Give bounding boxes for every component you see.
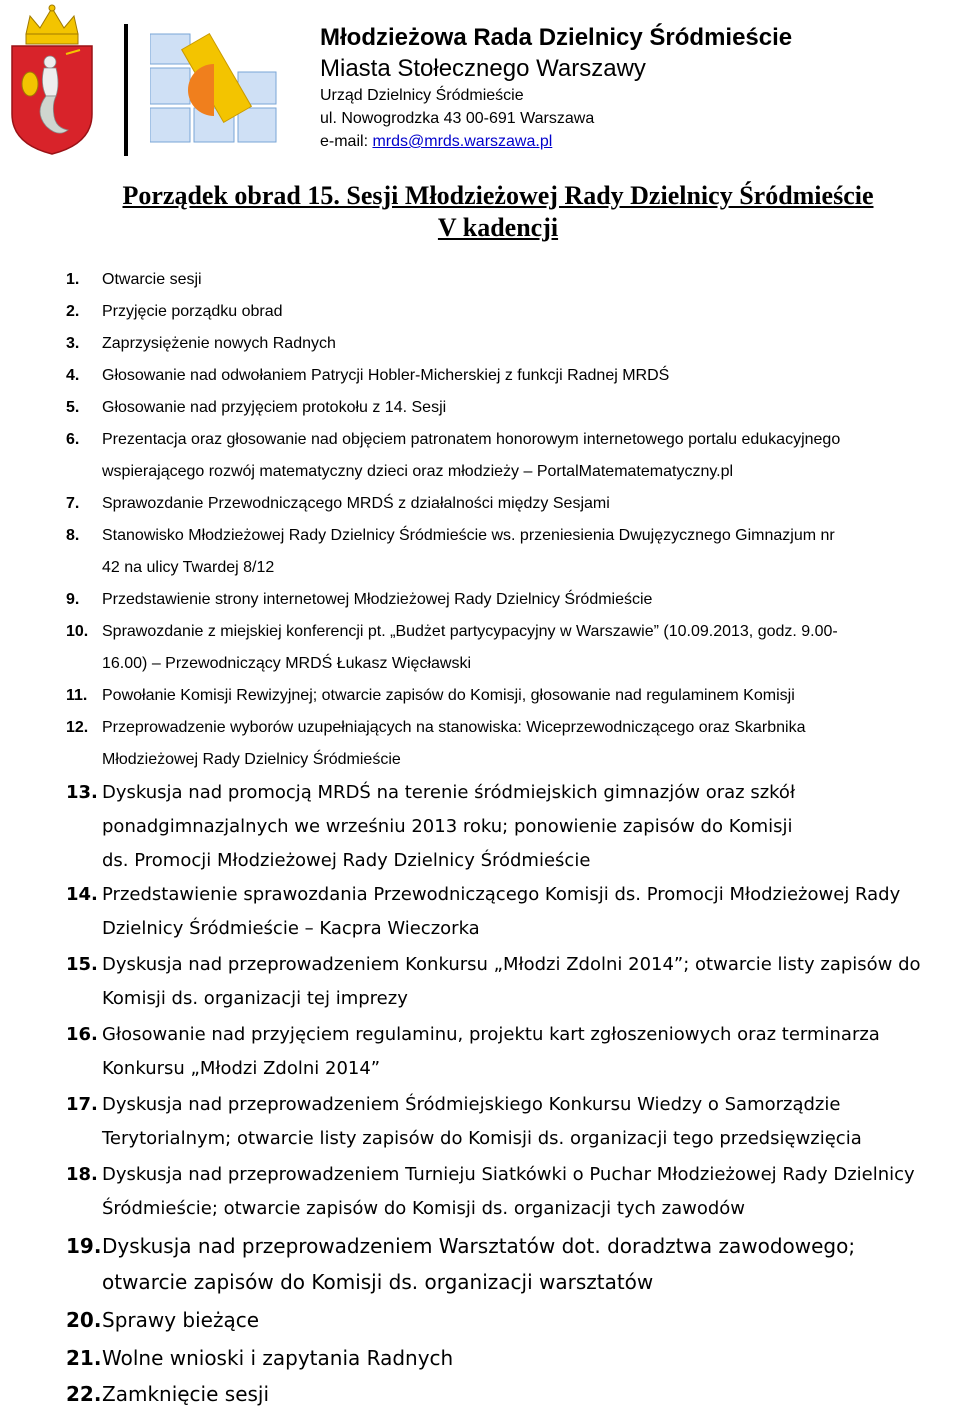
- agenda-item-text: Dyskusja nad przeprowadzeniem Śródmiejskiego Konkursu Wiedzy o Samorządzie: [102, 1094, 841, 1115]
- agenda-item-text: Prezentacja oraz głosowanie nad objęciem patronatem honorowym internetowego portalu edukacyjnego: [102, 431, 841, 448]
- agenda-item-text: Śródmieście; otwarcie zapisów do Komisji ds. organizacji tych zawodów: [102, 1198, 746, 1219]
- email-link[interactable]: mrds@mrds.warszawa.pl: [372, 133, 553, 150]
- agenda-item-number: 9.: [66, 591, 80, 608]
- agenda-item-text: Sprawozdanie z miejskiej konferencji pt. „Budżet partycypacyjny w Warszawie” (10.09.2013, godz. 9.00-: [102, 623, 838, 640]
- agenda-item-text: Otwarcie sesji: [102, 271, 202, 288]
- agenda-item-number: 17.: [66, 1094, 98, 1115]
- agenda-item-text: Przyjęcie porządku obrad: [102, 303, 283, 320]
- org-city: Miasta Stołecznego Warszawy: [320, 55, 646, 82]
- agenda-item-text: Zamknięcie sesji: [102, 1382, 270, 1406]
- agenda-item-number: 12.: [66, 719, 89, 736]
- agenda-item-text: otwarcie zapisów do Komisji ds. organizacji warsztatów: [102, 1270, 654, 1294]
- agenda-item-text: Przedstawienie sprawozdania Przewodniczącego Komisji ds. Promocji Młodzieżowej Rady: [102, 884, 901, 905]
- agenda-item-text: 16.00) – Przewodniczący MRDŚ Łukasz Więcławski: [102, 655, 472, 672]
- agenda-item-number: 5.: [66, 399, 80, 416]
- agenda-item-text: Terytorialnym; otwarcie listy zapisów do Komisji ds. organizacji tego przedsięwzięcia: [102, 1128, 862, 1149]
- agenda-item-text: Sprawy bieżące: [102, 1308, 260, 1332]
- agenda-item-number: 2.: [66, 303, 80, 320]
- agenda-item-text: Głosowanie nad odwołaniem Patrycji Hobler-Micherskiej z funkcji Radnej MRDŚ: [102, 367, 670, 384]
- agenda-item-text: Dyskusja nad przeprowadzeniem Warsztatów dot. doradztwa zawodowego;: [102, 1234, 856, 1258]
- agenda-item-text: Stanowisko Młodzieżowej Rady Dzielnicy Śródmieście ws. przeniesienia Dwujęzycznego Gimnazjum nr: [102, 527, 835, 544]
- agenda-item-text: Konkursu „Młodzi Zdolni 2014”: [102, 1058, 381, 1079]
- agenda-item-number: 20.: [66, 1308, 102, 1332]
- agenda-item-number: 11.: [66, 687, 88, 704]
- office-address: ul. Nowogrodzka 43 00-691 Warszawa: [320, 110, 595, 127]
- agenda-item-text: Przedstawienie strony internetowej Młodzieżowej Rady Dzielnicy Śródmieście: [102, 591, 653, 608]
- agenda-item-number: 22.: [66, 1382, 102, 1406]
- office-name: Urząd Dzielnicy Śródmieście: [320, 87, 524, 104]
- email-label: e-mail:: [320, 133, 373, 150]
- agenda-item-text: Zaprzysiężenie nowych Radnych: [102, 335, 336, 352]
- agenda-item-text: Dzielnicy Śródmieście – Kacpra Wieczorka: [102, 918, 480, 939]
- agenda-item-text: Dyskusja nad promocją MRDŚ na terenie śródmiejskich gimnazjów oraz szkół: [102, 782, 796, 803]
- title-line-2: V kadencji: [437, 213, 559, 242]
- agenda-item-number: 21.: [66, 1346, 102, 1370]
- agenda-item-number: 1.: [66, 271, 80, 288]
- agenda-item-number: 15.: [66, 954, 98, 975]
- agenda-item-text: ds. Promocji Młodzieżowej Rady Dzielnicy Śródmieście: [102, 850, 591, 871]
- agenda-item-number: 18.: [66, 1164, 98, 1185]
- agenda-item-text: Przeprowadzenie wyborów uzupełniających na stanowiska: Wiceprzewodniczącego oraz Skarbnika: [102, 719, 806, 736]
- agenda-item-text: Głosowanie nad przyjęciem regulaminu, projektu kart zgłoszeniowych oraz terminarza: [102, 1024, 880, 1045]
- agenda-item-text: Wolne wnioski i zapytania Radnych: [102, 1346, 454, 1370]
- agenda-item-number: 7.: [66, 495, 80, 512]
- agenda-item-text: Dyskusja nad przeprowadzeniem Turnieju Siatkówki o Puchar Młodzieżowej Rady Dzielnicy: [102, 1164, 915, 1185]
- agenda-item-text: Dyskusja nad przeprowadzeniem Konkursu „Młodzi Zdolni 2014”; otwarcie listy zapisów do: [102, 954, 921, 975]
- agenda-item-number: 10.: [66, 623, 89, 640]
- agenda-item-text: 42 na ulicy Twardej 8/12: [102, 559, 275, 576]
- title-line-1: Porządek obrad 15. Sesji Młodzieżowej Rady Dzielnicy Śródmieście: [122, 181, 874, 210]
- agenda-item-text: Młodzieżowej Rady Dzielnicy Śródmieście: [102, 751, 401, 768]
- agenda-item-number: 16.: [66, 1024, 98, 1045]
- agenda-item-text: ponadgimnazjalnych we wrześniu 2013 roku; ponowienie zapisów do Komisji: [102, 816, 793, 837]
- agenda-item-text: Komisji ds. organizacji tej imprezy: [102, 988, 408, 1009]
- agenda-item-number: 14.: [66, 884, 98, 905]
- agenda-item-number: 8.: [66, 527, 80, 544]
- agenda-item-text: wspierającego rozwój matematyczny dzieci oraz młodzieży – PortalMatematematyczny.pl: [102, 463, 734, 480]
- agenda-item-number: 3.: [66, 335, 80, 352]
- org-name: Młodzieżowa Rada Dzielnicy Śródmieście: [320, 24, 793, 51]
- agenda-item-text: Głosowanie nad przyjęciem protokołu z 14. Sesji: [102, 399, 447, 416]
- agenda-item-text: Sprawozdanie Przewodniczącego MRDŚ z działalności między Sesjami: [102, 495, 610, 512]
- agenda-item-number: 4.: [66, 367, 80, 384]
- agenda-item-number: 19.: [66, 1234, 102, 1258]
- agenda-item-number: 6.: [66, 431, 80, 448]
- agenda-item-number: 13.: [66, 782, 98, 803]
- agenda-item-text: Powołanie Komisji Rewizyjnej; otwarcie zapisów do Komisji, głosowanie nad regulaminem Komisji: [102, 687, 795, 704]
